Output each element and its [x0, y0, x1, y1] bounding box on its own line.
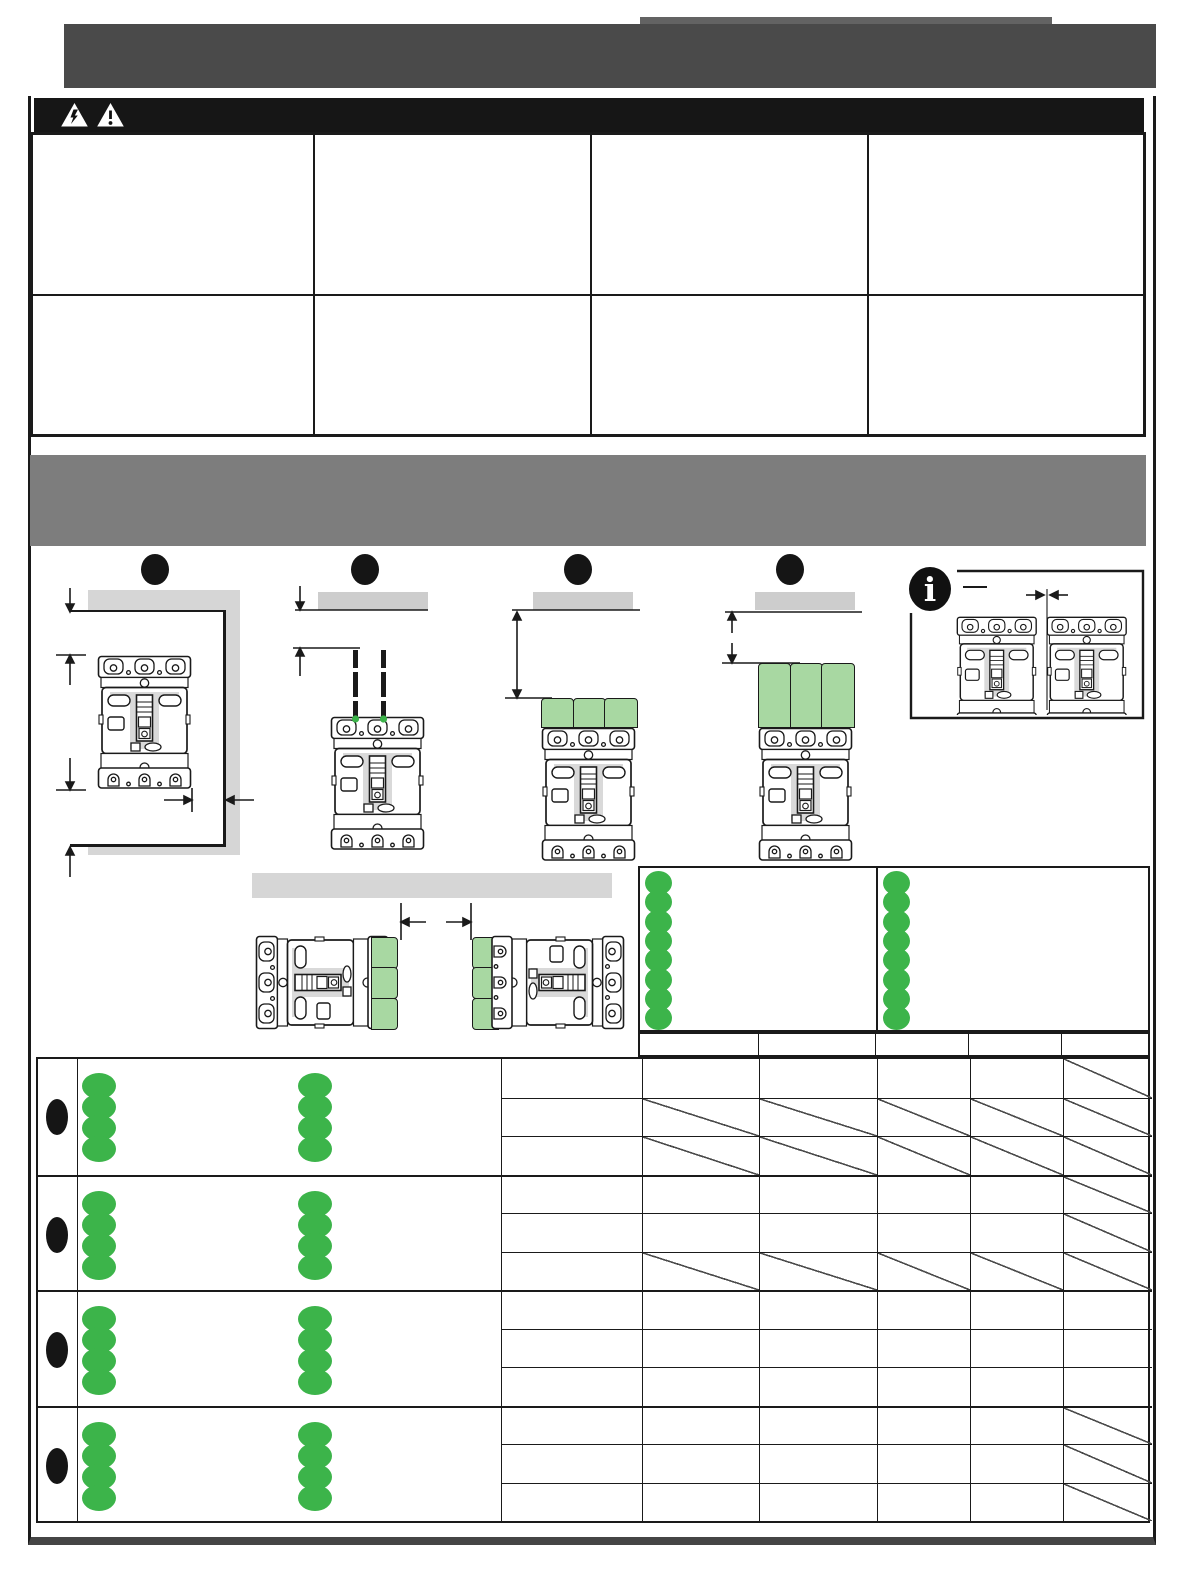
- description-bullet: [298, 1136, 332, 1162]
- spec-cell-g2-r2-c2: [642, 1213, 759, 1252]
- circuit-breaker-front-view-3: [541, 727, 636, 862]
- spec-cell-g2-r3-c5-na: [970, 1252, 1063, 1291]
- legend-box: [638, 866, 1150, 1032]
- spec-cell-g2-r2-c3: [759, 1213, 877, 1252]
- spec-cell-g4-r2-c5: [970, 1444, 1063, 1483]
- row-group-description-3: [77, 1290, 501, 1406]
- spec-cell-g3-r2-c1: [501, 1329, 642, 1368]
- spec-cell-g3-r3-c4: [877, 1367, 970, 1406]
- spec-cell-g4-r3-c5: [970, 1483, 1063, 1522]
- spec-cell-g4-r3-c2: [642, 1483, 759, 1522]
- step-badge-1: [141, 554, 169, 585]
- spec-cell-g3-r3-c3: [759, 1367, 877, 1406]
- row-group-description-4: [77, 1406, 501, 1522]
- obstacle-bar-3: [533, 592, 633, 610]
- spec-cell-g4-r2-c6-na: [1063, 1444, 1152, 1483]
- spec-cell-g3-r1-c6: [1063, 1290, 1152, 1329]
- warning-cell-r1-c1: [313, 294, 590, 434]
- spec-cell-g1-r1-c3: [759, 1059, 877, 1098]
- spec-cell-g3-r3-c1: [501, 1367, 642, 1406]
- description-bullet: [82, 1369, 116, 1395]
- spec-cell-g2-r1-c3: [759, 1175, 877, 1214]
- spec-cell-g1-r3-c2-na: [642, 1136, 759, 1175]
- spec-cell-g1-r3-c3-na: [759, 1136, 877, 1175]
- spec-cell-g2-r1-c1: [501, 1175, 642, 1214]
- spec-header-cell-4: [1061, 1034, 1148, 1055]
- spec-cell-g4-r3-c4: [877, 1483, 970, 1522]
- spec-cell-g3-r1-c2: [642, 1290, 759, 1329]
- legend-bullet: [645, 1006, 672, 1030]
- spec-header-cell-0: [640, 1034, 758, 1055]
- description-bullet: [82, 1136, 116, 1162]
- spec-cell-g2-r2-c6-na: [1063, 1213, 1152, 1252]
- spec-cell-g1-r2-c2-na: [642, 1098, 759, 1137]
- warning-cell-r0-c2: [590, 135, 867, 294]
- warning-cell-r0-c0: [33, 135, 313, 294]
- spec-cell-g2-r1-c6-na: [1063, 1175, 1152, 1214]
- spec-cell-g1-r2-c5-na: [970, 1098, 1063, 1137]
- spec-cell-g3-r3-c6: [1063, 1367, 1152, 1406]
- step-number-ellipse: [46, 1099, 68, 1135]
- spec-cell-g1-r3-c6-na: [1063, 1136, 1152, 1175]
- step-badge-2: [351, 554, 379, 585]
- step-badge-3: [564, 554, 592, 585]
- row-group-marker-2: [38, 1175, 77, 1291]
- spec-cell-g1-r1-c5: [970, 1059, 1063, 1098]
- spec-cell-g1-r3-c1: [501, 1136, 642, 1175]
- spec-cell-g4-r1-c1: [501, 1406, 642, 1445]
- description-bullet: [298, 1485, 332, 1511]
- spec-table-header-row: [638, 1032, 1150, 1057]
- spec-cell-g4-r2-c1: [501, 1444, 642, 1483]
- horizontal-breaker-left: [255, 935, 390, 1030]
- spec-cell-g1-r1-c2: [642, 1059, 759, 1098]
- spec-cell-g1-r1-c1: [501, 1059, 642, 1098]
- spec-cell-g2-r2-c4: [877, 1213, 970, 1252]
- description-bullet: [298, 1369, 332, 1395]
- spec-cell-g4-r2-c3: [759, 1444, 877, 1483]
- circuit-breaker-front-view-2: [330, 716, 425, 851]
- spec-table: [36, 1057, 1150, 1523]
- description-bullet: [82, 1254, 116, 1280]
- description-bullet: [298, 1254, 332, 1280]
- electric-hazard-icon: [60, 102, 89, 128]
- warning-cell-r1-c0: [33, 294, 313, 434]
- spec-cell-g1-r2-c4-na: [877, 1098, 970, 1137]
- side-by-side-breaker-right: [1046, 616, 1136, 715]
- info-icon: [909, 567, 951, 611]
- warning-cell-r0-c3: [867, 135, 1143, 294]
- spec-cell-g3-r1-c3: [759, 1290, 877, 1329]
- row-group-description-2: [77, 1175, 501, 1291]
- spec-cell-g2-r3-c6-na: [1063, 1252, 1152, 1291]
- legend-cell-right: [876, 868, 1148, 1030]
- row-group-marker-3: [38, 1290, 77, 1406]
- row-group-marker-4: [38, 1406, 77, 1522]
- legend-bullet: [883, 1006, 910, 1030]
- spec-header-cell-2: [875, 1034, 968, 1055]
- horizontal-breaker-right: [490, 935, 625, 1030]
- spec-header-cell-1: [758, 1034, 875, 1055]
- description-bullet: [82, 1485, 116, 1511]
- spec-cell-g3-r2-c6: [1063, 1329, 1152, 1368]
- spec-cell-g4-r3-c6-na: [1063, 1483, 1152, 1522]
- spec-header-cell-3: [968, 1034, 1061, 1055]
- pair-diagram-title-bar: [252, 873, 612, 898]
- spec-cell-g2-r1-c5: [970, 1175, 1063, 1214]
- spec-cell-g1-r1-c4: [877, 1059, 970, 1098]
- spec-cell-g3-r1-c5: [970, 1290, 1063, 1329]
- spec-cell-g2-r3-c3-na: [759, 1252, 877, 1291]
- spec-cell-g1-r2-c6-na: [1063, 1098, 1152, 1137]
- step-number-ellipse: [46, 1217, 68, 1253]
- spec-cell-g1-r3-c5-na: [970, 1136, 1063, 1175]
- spec-cell-g3-r3-c2: [642, 1367, 759, 1406]
- spec-cell-g3-r2-c4: [877, 1329, 970, 1368]
- row-group-marker-1: [38, 1059, 77, 1175]
- info-icon-glyph: i: [923, 569, 937, 609]
- side-by-side-breaker-left: [956, 616, 1046, 715]
- spec-cell-g3-r2-c3: [759, 1329, 877, 1368]
- spec-cell-g1-r2-c3-na: [759, 1098, 877, 1137]
- spec-cell-g1-r3-c4-na: [877, 1136, 970, 1175]
- spec-cell-g2-r3-c4-na: [877, 1252, 970, 1291]
- spec-cell-g4-r2-c2: [642, 1444, 759, 1483]
- spec-cell-g2-r3-c1: [501, 1252, 642, 1291]
- spec-cell-g3-r3-c5: [970, 1367, 1063, 1406]
- spec-cell-g4-r3-c1: [501, 1483, 642, 1522]
- legend-cell-left: [640, 868, 876, 1030]
- spec-cell-g4-r3-c3: [759, 1483, 877, 1522]
- row-group-description-1: [77, 1059, 501, 1175]
- step-number-ellipse: [46, 1332, 68, 1368]
- warning-cell-r1-c3: [867, 294, 1143, 434]
- circuit-breaker-front-view-1: [97, 655, 192, 790]
- spec-cell-g2-r3-c2-na: [642, 1252, 759, 1291]
- section-header-bar: [30, 455, 1146, 546]
- document-title-bar: [64, 24, 1156, 88]
- terminal-cover-green-left: [371, 937, 398, 1028]
- spec-cell-g3-r1-c1: [501, 1290, 642, 1329]
- spec-cell-g4-r1-c4: [877, 1406, 970, 1445]
- spec-cell-g1-r1-c6-na: [1063, 1059, 1152, 1098]
- spec-cell-g3-r2-c5: [970, 1329, 1063, 1368]
- spec-cell-g2-r1-c4: [877, 1175, 970, 1214]
- warning-cell-r0-c1: [313, 135, 590, 294]
- spec-cell-g4-r1-c6-na: [1063, 1406, 1152, 1445]
- warning-cell-r1-c2: [590, 294, 867, 434]
- terminal-cover-short-green: [541, 698, 636, 728]
- spec-cell-g2-r2-c1: [501, 1213, 642, 1252]
- step-number-ellipse: [46, 1448, 68, 1484]
- spec-cell-g3-r1-c4: [877, 1290, 970, 1329]
- general-warning-icon: [96, 102, 125, 128]
- obstacle-bar-2: [318, 592, 428, 610]
- hazard-warning-bar: [34, 98, 1144, 132]
- spec-cell-g2-r1-c2: [642, 1175, 759, 1214]
- spec-cell-g4-r2-c4: [877, 1444, 970, 1483]
- spec-cell-g2-r2-c5: [970, 1213, 1063, 1252]
- obstacle-bar-4: [755, 592, 855, 610]
- multilingual-warning-table: [30, 132, 1146, 437]
- spec-cell-g4-r1-c3: [759, 1406, 877, 1445]
- spec-cell-g1-r2-c1: [501, 1098, 642, 1137]
- spec-cell-g3-r2-c2: [642, 1329, 759, 1368]
- circuit-breaker-front-view-4: [758, 727, 853, 862]
- spec-cell-g4-r1-c5: [970, 1406, 1063, 1445]
- terminal-cover-tall-green: [758, 663, 853, 728]
- step-badge-4: [776, 554, 804, 585]
- spec-cell-g4-r1-c2: [642, 1406, 759, 1445]
